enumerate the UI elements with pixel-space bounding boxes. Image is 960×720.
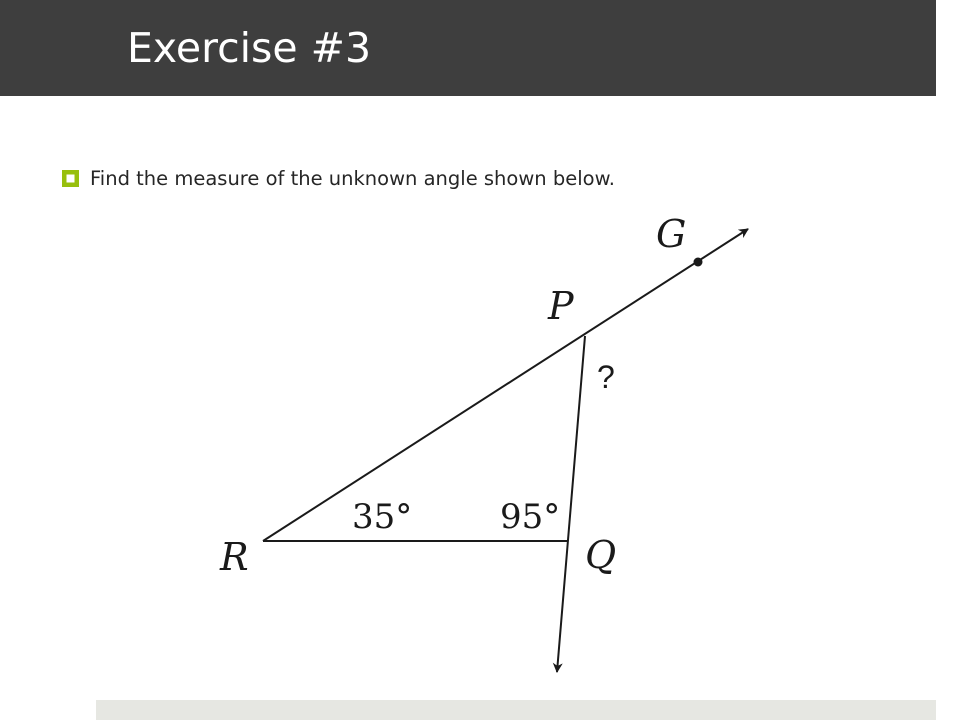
unknown-angle-label: ? xyxy=(597,359,615,395)
slide-title: Exercise #3 xyxy=(127,24,372,72)
label-R: R xyxy=(220,535,249,579)
angle-Q-label: 95° xyxy=(500,497,561,537)
point-G-dot xyxy=(694,258,703,267)
angle-R-label: 35° xyxy=(352,497,413,537)
footer-bar xyxy=(96,700,936,720)
label-G: G xyxy=(656,212,687,256)
ray-PQ xyxy=(557,336,585,672)
bullet-text: Find the measure of the unknown angle shown below. xyxy=(90,166,615,190)
label-P: P xyxy=(548,284,574,328)
ray-RG xyxy=(263,229,748,541)
label-Q: Q xyxy=(585,533,617,577)
